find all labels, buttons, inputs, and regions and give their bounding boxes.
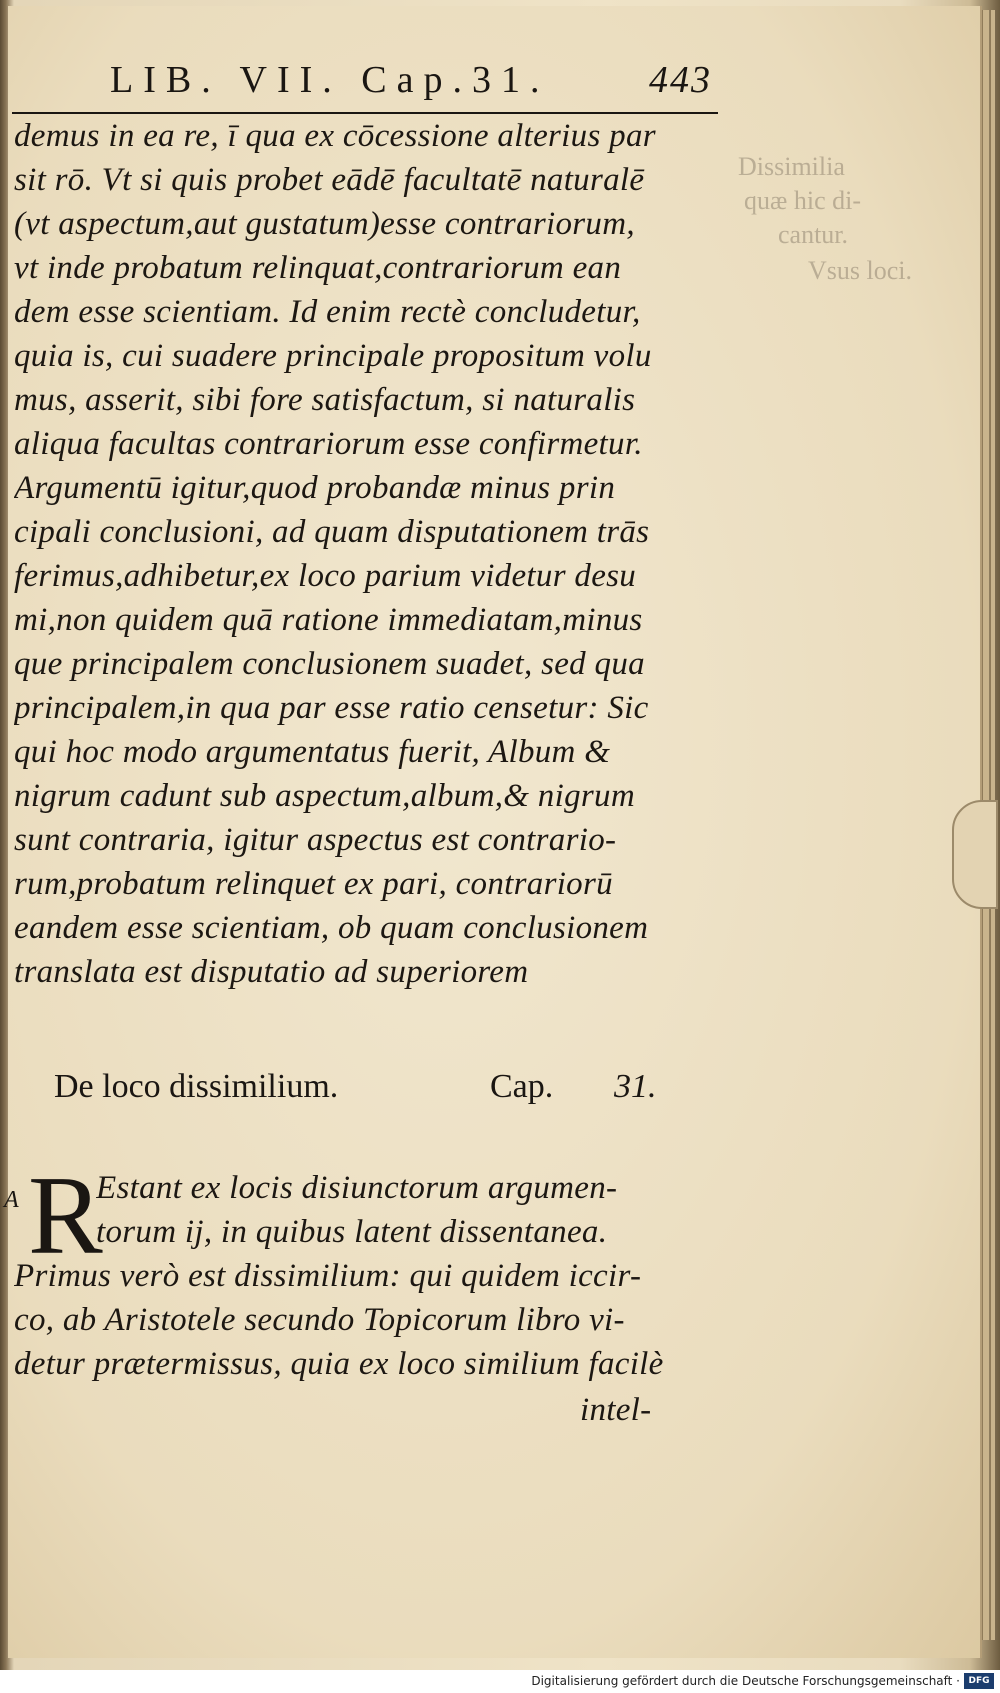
header-rule [12, 112, 718, 114]
catchword: intel- [580, 1392, 652, 1428]
bleed-through [22, 1024, 732, 1044]
margin-note: Vsus loci. [808, 256, 912, 285]
text-line: aliqua facultas contrariorum esse confirmetur. [14, 426, 643, 462]
text-line: ferimus,adhibetur,ex loco parium videtur desu [14, 558, 637, 594]
section-heading [54, 1068, 674, 1114]
text-line: translata est disputatio ad superiorem [14, 954, 529, 990]
text-line: (vt aspectum,aut gustatum)esse contrariorum, [14, 206, 635, 242]
text-line: quia is, cui suadere principale propositum volu [14, 338, 652, 374]
text-line: co, ab Aristotele secundo Topicorum libro vi- [14, 1302, 625, 1338]
drop-cap: R [28, 1154, 103, 1278]
text-line: sit rō. Vt si quis probet eādē facultatē naturalē [14, 162, 645, 198]
text-line: detur prætermissus, quia ex loco similium facilè [14, 1346, 664, 1382]
text-line: Primus verò est dissimilium: qui quidem iccir- [14, 1258, 642, 1294]
margin-note: quæ hic di- [744, 186, 861, 215]
text-line: Estant ex locis disiunctorum argumen- [96, 1170, 618, 1206]
bleed-through [22, 1000, 732, 1020]
text-line: rum,probatum relinquet ex pari, contrariorū [14, 866, 613, 902]
text-line: demus in ea re, ī qua ex cōcessione alterius par [14, 118, 656, 154]
marginal-letter: A [4, 1187, 19, 1213]
text-line: nigrum cadunt sub aspectum,album,& nigrum [14, 778, 635, 814]
text-line: que principalem conclusionem suadet, sed qua [14, 646, 645, 682]
running-title: LIB. VII. Cap.31. [110, 59, 550, 101]
text-line: mi,non quidem quā ratione immediatam,minus [14, 602, 643, 638]
text-line: torum ij, in quibus latent dissentanea. [96, 1214, 608, 1250]
running-header [110, 58, 720, 108]
text-line: qui hoc modo argumentatus fuerit, Album & [14, 734, 611, 770]
margin-note: cantur. [778, 220, 849, 249]
margin-note: Dissimilia [738, 152, 845, 181]
chapter-label: Cap. [490, 1068, 554, 1105]
footer-credit: Digitalisierung gefördert durch die Deutsche Forschungsgemeinschaft · [531, 1674, 960, 1688]
chapter-number: 31. [614, 1068, 657, 1105]
book-clasp [952, 800, 998, 909]
text-line: vt inde probatum relinquat,contrariorum ean [14, 250, 622, 286]
text-line: cipali conclusioni, ad quam disputationem trās [14, 514, 650, 550]
text-line: eandem esse scientiam, ob quam conclusionem [14, 910, 649, 946]
page-number: 443 [649, 59, 712, 101]
digitization-footer [0, 1670, 1000, 1693]
section-title: De loco dissimilium. [54, 1068, 339, 1105]
text-line: sunt contraria, igitur aspectus est contrario- [14, 822, 617, 858]
text-line: dem esse scientiam. Id enim rectè concludetur, [14, 294, 641, 330]
text-line: mus, asserit, sibi fore satisfactum, si naturalis [14, 382, 636, 418]
text-line: Argumentū igitur,quod probandæ minus prin [14, 470, 616, 506]
text-line: principalem,in qua par esse ratio censetur: Sic [14, 690, 649, 726]
dfg-logo: DFG [964, 1673, 994, 1689]
